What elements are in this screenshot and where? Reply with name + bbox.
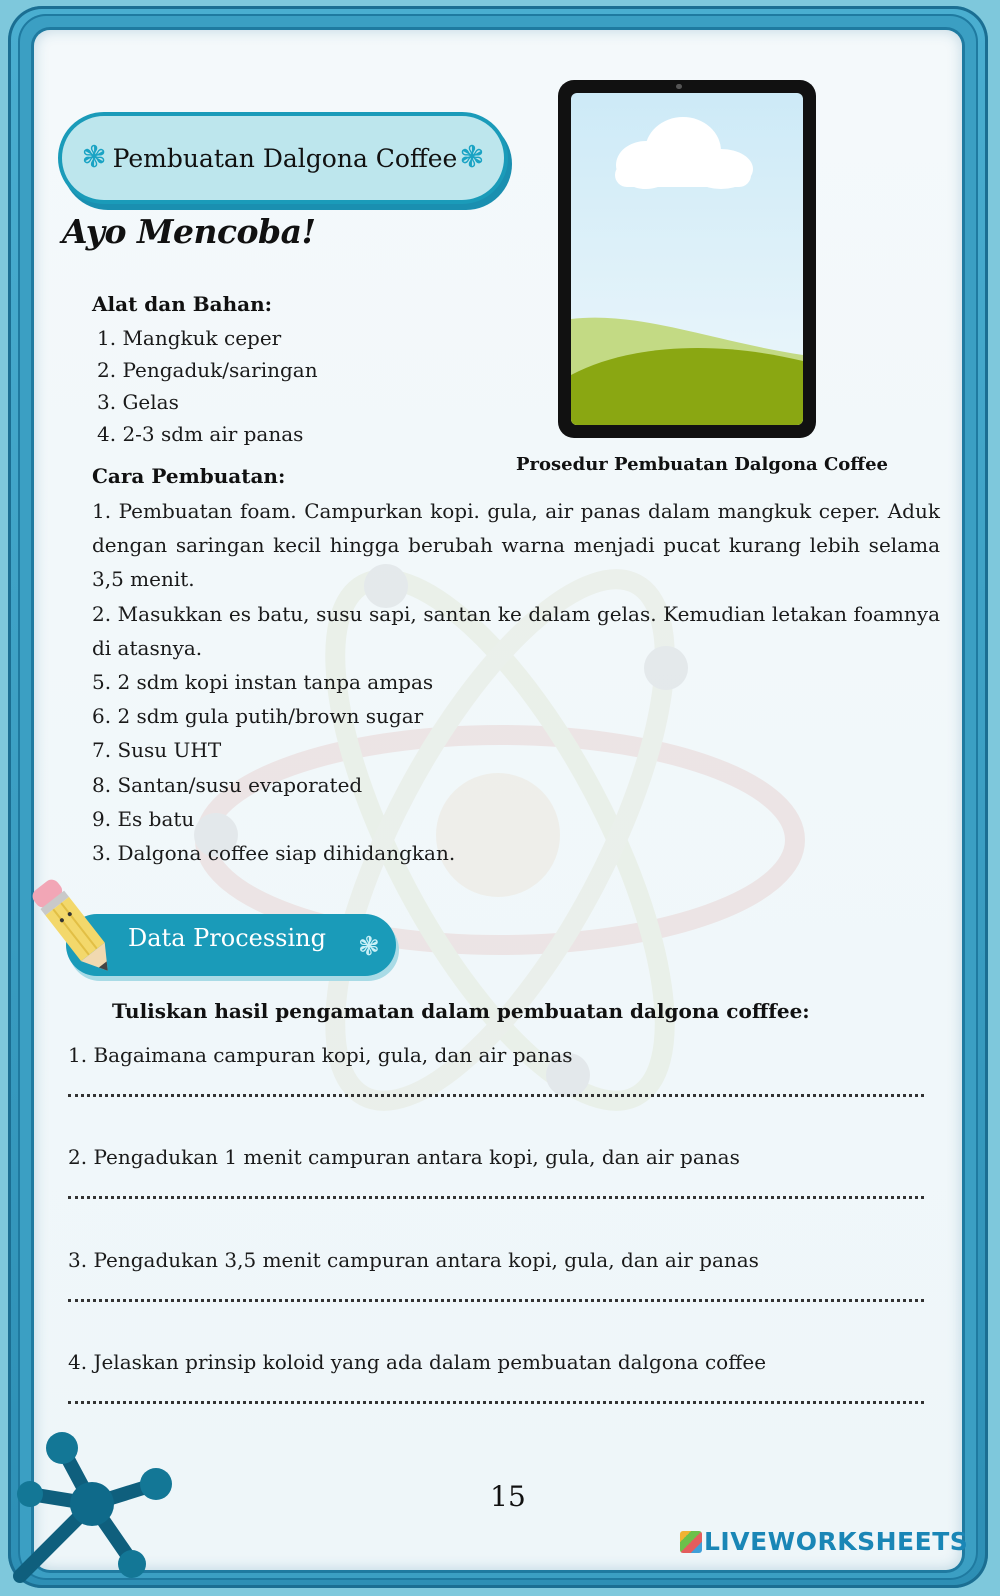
answer-line[interactable]: [68, 1196, 924, 1199]
page-number: 15: [490, 1480, 526, 1513]
list-item: 1. Mangkuk ceper: [97, 326, 282, 350]
flower-icon: ❃: [81, 140, 107, 175]
answer-line[interactable]: [68, 1299, 924, 1302]
instruction: Tuliskan hasil pengamatan dalam pembuatan dalgona cofffee:: [112, 999, 810, 1023]
camera-dot: [676, 84, 682, 89]
list-item: 2. Pengaduk/saringan: [97, 358, 318, 382]
subtitle: Ayo Mencoba!: [62, 212, 316, 251]
brand-name: LIVEWORKSHEETS: [704, 1527, 969, 1556]
procedure-step: 9. Es batu: [92, 806, 195, 831]
procedure-steps: [92, 494, 940, 870]
pencil-icon: [14, 866, 134, 986]
question: 2. Pengadukan 1 menit campuran antara kopi, gula, dan air panas: [68, 1145, 740, 1169]
list-item: 4. 2-3 sdm air panas: [97, 422, 304, 446]
flower-icon: ❃: [459, 140, 485, 175]
brand-logo-icon: [680, 1531, 702, 1553]
tablet-illustration: [558, 80, 816, 438]
molecule-icon: [0, 1426, 190, 1596]
tablet-screen: [571, 93, 803, 425]
tools-list: [97, 322, 318, 450]
section-title-pill: [58, 112, 508, 204]
brand-logo: [680, 1527, 968, 1556]
procedure-step: 1. Pembuatan foam. Campurkan kopi. gula, air panas dalam mangkuk ceper. Aduk dengan saringan kecil hingga berubah warna menjadi pucat kurang lebih selama 3,5 menit.: [92, 499, 940, 592]
figure-caption: Prosedur Pembuatan Dalgona Coffee: [516, 454, 888, 475]
procedure-step: 5. 2 sdm kopi instan tanpa ampas: [92, 670, 434, 695]
procedure-step: 6. 2 sdm gula putih/brown sugar: [92, 704, 424, 729]
flower-icon: ❃: [358, 932, 380, 962]
data-processing-label: Data Processing: [128, 924, 326, 952]
question: 4. Jelaskan prinsip koloid yang ada dalam pembuatan dalgona coffee: [68, 1350, 767, 1374]
question: 1. Bagaimana campuran kopi, gula, dan air panas: [68, 1043, 573, 1067]
answer-line[interactable]: [68, 1401, 924, 1404]
procedure-step: 8. Santan/susu evaporated: [92, 772, 363, 797]
procedure-step: 7. Susu UHT: [92, 738, 222, 763]
list-item: 3. Gelas: [97, 390, 179, 414]
section-title: Pembuatan Dalgona Coffee: [112, 143, 458, 173]
question: 3. Pengadukan 3,5 menit campuran antara kopi, gula, dan air panas: [68, 1248, 759, 1272]
answer-line[interactable]: [68, 1094, 924, 1097]
landscape-image: [571, 93, 803, 425]
procedure-heading: Cara Pembuatan:: [92, 464, 286, 488]
procedure-step: 3. Dalgona coffee siap dihidangkan.: [92, 841, 456, 866]
tools-heading: Alat dan Bahan:: [92, 292, 273, 316]
procedure-step: 2. Masukkan es batu, susu sapi, santan ke dalam gelas. Kemudian letakan foamnya di atasnya.: [92, 601, 940, 660]
